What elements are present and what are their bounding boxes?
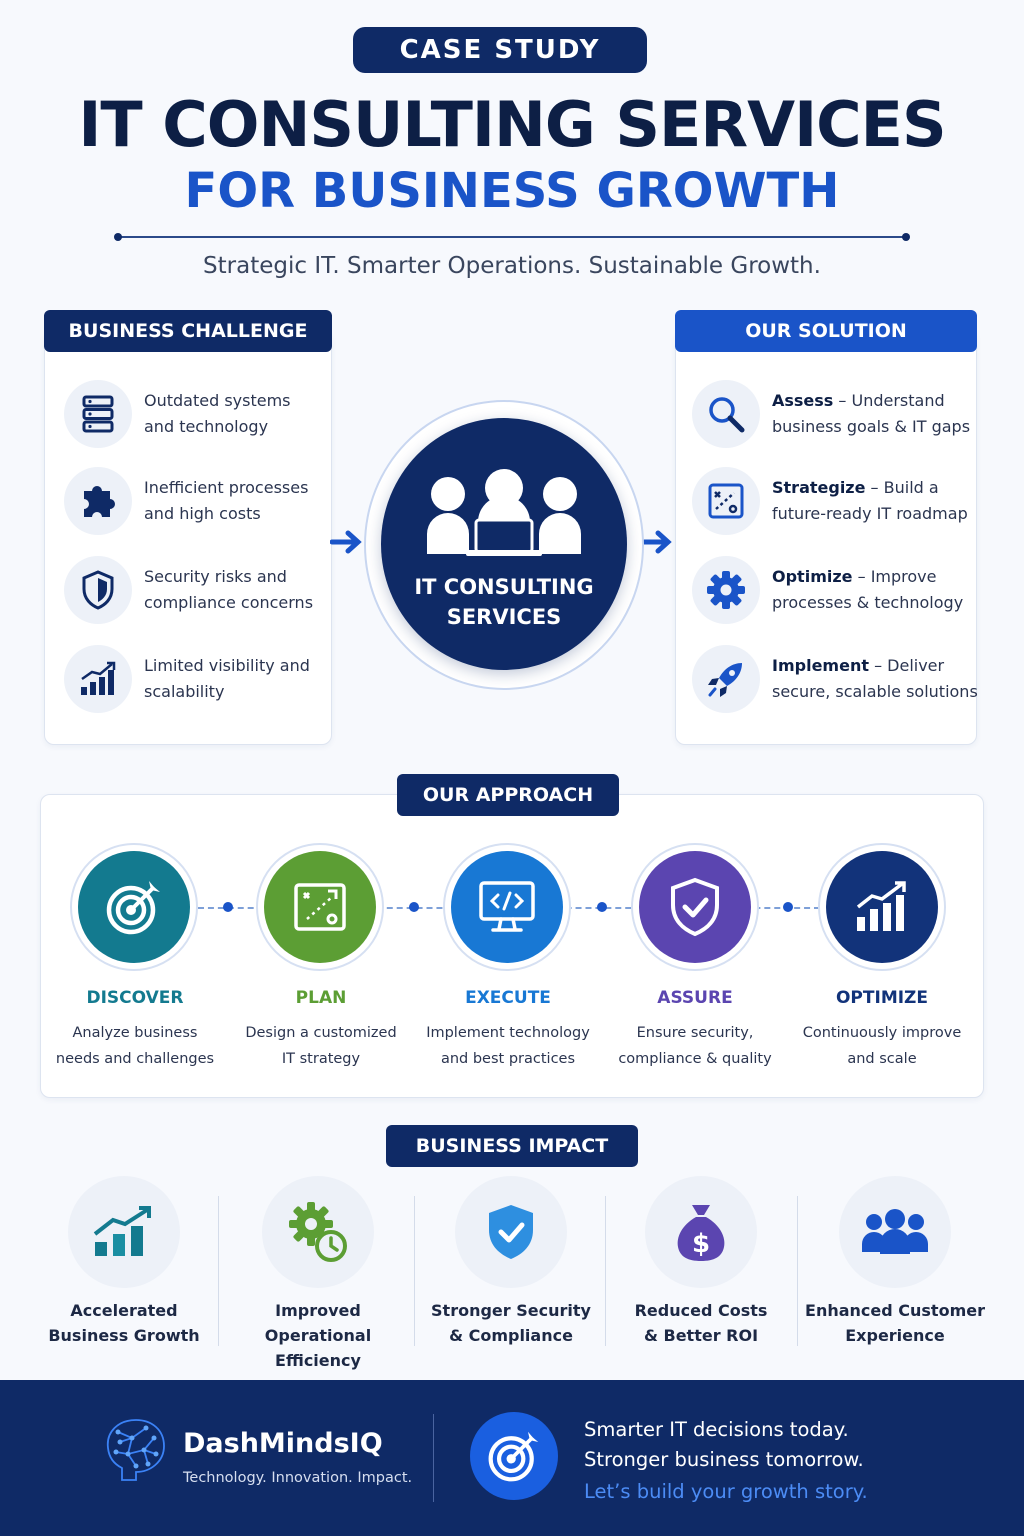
step-title: PLAN bbox=[295, 988, 347, 1008]
tagline: Strategic IT. Smarter Operations. Sustainable Growth. bbox=[203, 253, 821, 279]
impact-label-line: Reduced Costs bbox=[634, 1301, 768, 1320]
target-icon bbox=[78, 851, 190, 963]
customers-icon bbox=[839, 1176, 951, 1288]
title-divider bbox=[118, 236, 908, 238]
brand-name: DashMindsIQ bbox=[183, 1428, 383, 1459]
impact-label-line: Accelerated bbox=[70, 1301, 178, 1320]
brain-network-logo-icon bbox=[100, 1414, 172, 1488]
solution-step-name: Implement bbox=[772, 656, 869, 675]
step-desc-line: needs and challenges bbox=[55, 1051, 215, 1067]
magnifier-icon bbox=[692, 380, 760, 448]
bar-chart-icon bbox=[64, 645, 132, 713]
case-study-badge: CASE STUDY bbox=[353, 27, 647, 73]
rocket-icon bbox=[692, 645, 760, 713]
impact-label-line: & Compliance bbox=[449, 1326, 573, 1345]
challenge-text: Limited visibility and bbox=[144, 656, 310, 675]
money-bag-icon bbox=[645, 1176, 757, 1288]
solution-step-name: Assess bbox=[772, 391, 834, 410]
step-title: DISCOVER bbox=[86, 988, 184, 1008]
solution-step-name: Strategize bbox=[772, 478, 866, 497]
plan-board-icon bbox=[264, 851, 376, 963]
approach-step-plan bbox=[256, 843, 384, 971]
step-desc-line: and best practices bbox=[440, 1051, 576, 1067]
impact-separator bbox=[414, 1196, 415, 1346]
impact-label-line: Experience bbox=[845, 1326, 945, 1345]
step-description bbox=[50, 1020, 220, 1072]
approach-step-discover bbox=[70, 843, 198, 971]
impact-separator bbox=[797, 1196, 798, 1346]
growth-chart-icon bbox=[826, 851, 938, 963]
challenge-heading: BUSINESS CHALLENGE bbox=[44, 310, 332, 352]
step-desc-line: IT strategy bbox=[281, 1051, 361, 1067]
svg-text:$: $ bbox=[691, 1229, 711, 1259]
impact-label bbox=[800, 1298, 990, 1348]
challenge-text: Inefficient processes bbox=[144, 478, 309, 497]
connector-dot bbox=[783, 902, 793, 912]
impact-heading: BUSINESS IMPACT bbox=[386, 1125, 638, 1167]
puzzle-icon bbox=[64, 467, 132, 535]
connector-dot bbox=[223, 902, 233, 912]
code-monitor-icon bbox=[451, 851, 563, 963]
solution-item bbox=[692, 380, 970, 448]
step-description bbox=[423, 1020, 593, 1072]
solution-text: – Deliver bbox=[868, 656, 945, 675]
solution-text: business goals & IT gaps bbox=[772, 417, 971, 436]
challenge-text: and technology bbox=[144, 417, 269, 436]
footer-divider bbox=[433, 1414, 434, 1502]
solution-text: – Build a bbox=[865, 478, 939, 497]
arrow-right-icon bbox=[330, 528, 366, 556]
impact-label bbox=[223, 1298, 413, 1373]
gear-icon bbox=[692, 556, 760, 624]
approach-step-assure bbox=[631, 843, 759, 971]
step-desc-line: Continuously improve bbox=[802, 1025, 962, 1041]
step-desc-line: Design a customized bbox=[245, 1025, 397, 1041]
center-label-line: IT CONSULTING bbox=[414, 575, 594, 599]
challenge-item bbox=[64, 380, 291, 448]
connector-dot bbox=[409, 902, 419, 912]
footer-message-line: Smarter IT decisions today. bbox=[584, 1418, 849, 1441]
challenge-text: Outdated systems bbox=[144, 391, 291, 410]
solution-step-name: Optimize bbox=[772, 567, 853, 586]
solution-text: processes & technology bbox=[772, 593, 964, 612]
impact-label-line: Business Growth bbox=[48, 1326, 200, 1345]
center-label bbox=[381, 572, 627, 632]
target-icon bbox=[470, 1412, 558, 1500]
solution-heading: OUR SOLUTION bbox=[675, 310, 977, 352]
step-title: OPTIMIZE bbox=[835, 988, 928, 1008]
impact-label-line: & Better ROI bbox=[643, 1326, 759, 1345]
center-label-line: SERVICES bbox=[446, 605, 562, 629]
divider-dot-right bbox=[902, 233, 910, 241]
challenge-text: Security risks and bbox=[144, 567, 287, 586]
gear-clock-icon bbox=[262, 1176, 374, 1288]
step-desc-line: Implement technology bbox=[426, 1025, 590, 1041]
challenge-item bbox=[64, 467, 308, 535]
shield-check-icon bbox=[639, 851, 751, 963]
step-desc-line: Ensure security, bbox=[636, 1025, 754, 1041]
step-title: EXECUTE bbox=[465, 988, 551, 1008]
impact-label bbox=[606, 1298, 796, 1348]
growth-chart-icon bbox=[68, 1176, 180, 1288]
page-title: IT CONSULTING SERVICES bbox=[78, 88, 946, 161]
footer-cta: Let’s build your growth story. bbox=[584, 1480, 868, 1503]
strategy-board-icon bbox=[692, 467, 760, 535]
impact-label-line: Stronger Security bbox=[431, 1301, 591, 1320]
solution-text: secure, scalable solutions bbox=[772, 682, 978, 701]
solution-item bbox=[692, 467, 968, 535]
solution-text: – Understand bbox=[833, 391, 945, 410]
step-desc-line: Analyze business bbox=[72, 1025, 198, 1041]
solution-text: future-ready IT roadmap bbox=[772, 504, 968, 523]
impact-label bbox=[29, 1298, 219, 1348]
step-description bbox=[610, 1020, 780, 1072]
impact-label-line: Improved bbox=[275, 1301, 361, 1320]
challenge-item bbox=[64, 556, 313, 624]
approach-heading: OUR APPROACH bbox=[397, 774, 619, 816]
divider-dot-left bbox=[114, 233, 122, 241]
step-title: ASSURE bbox=[657, 988, 733, 1008]
step-description bbox=[236, 1020, 406, 1072]
step-desc-line: and scale bbox=[847, 1051, 917, 1067]
impact-label bbox=[416, 1298, 606, 1348]
step-description bbox=[797, 1020, 967, 1072]
challenge-text: scalability bbox=[144, 682, 225, 701]
approach-step-execute bbox=[443, 843, 571, 971]
solution-item bbox=[692, 645, 978, 713]
challenge-text: compliance concerns bbox=[144, 593, 314, 612]
shield-check-icon bbox=[455, 1176, 567, 1288]
connector-dot bbox=[597, 902, 607, 912]
impact-label-line: Enhanced Customer bbox=[805, 1301, 985, 1320]
footer-message-line: Stronger business tomorrow. bbox=[584, 1448, 864, 1471]
brand-tagline: Technology. Innovation. Impact. bbox=[183, 1470, 413, 1486]
team-laptop-icon bbox=[424, 468, 584, 560]
arrow-right-icon bbox=[640, 528, 676, 556]
approach-step-optimize bbox=[818, 843, 946, 971]
challenge-text: and high costs bbox=[144, 504, 261, 523]
solution-text: – Improve bbox=[852, 567, 937, 586]
page-subtitle: FOR BUSINESS GROWTH bbox=[184, 163, 840, 219]
impact-label-line: Operational Efficiency bbox=[264, 1326, 372, 1370]
challenge-item bbox=[64, 645, 310, 713]
shield-icon bbox=[64, 556, 132, 624]
solution-item bbox=[692, 556, 963, 624]
server-icon bbox=[64, 380, 132, 448]
step-desc-line: compliance & quality bbox=[618, 1051, 772, 1067]
